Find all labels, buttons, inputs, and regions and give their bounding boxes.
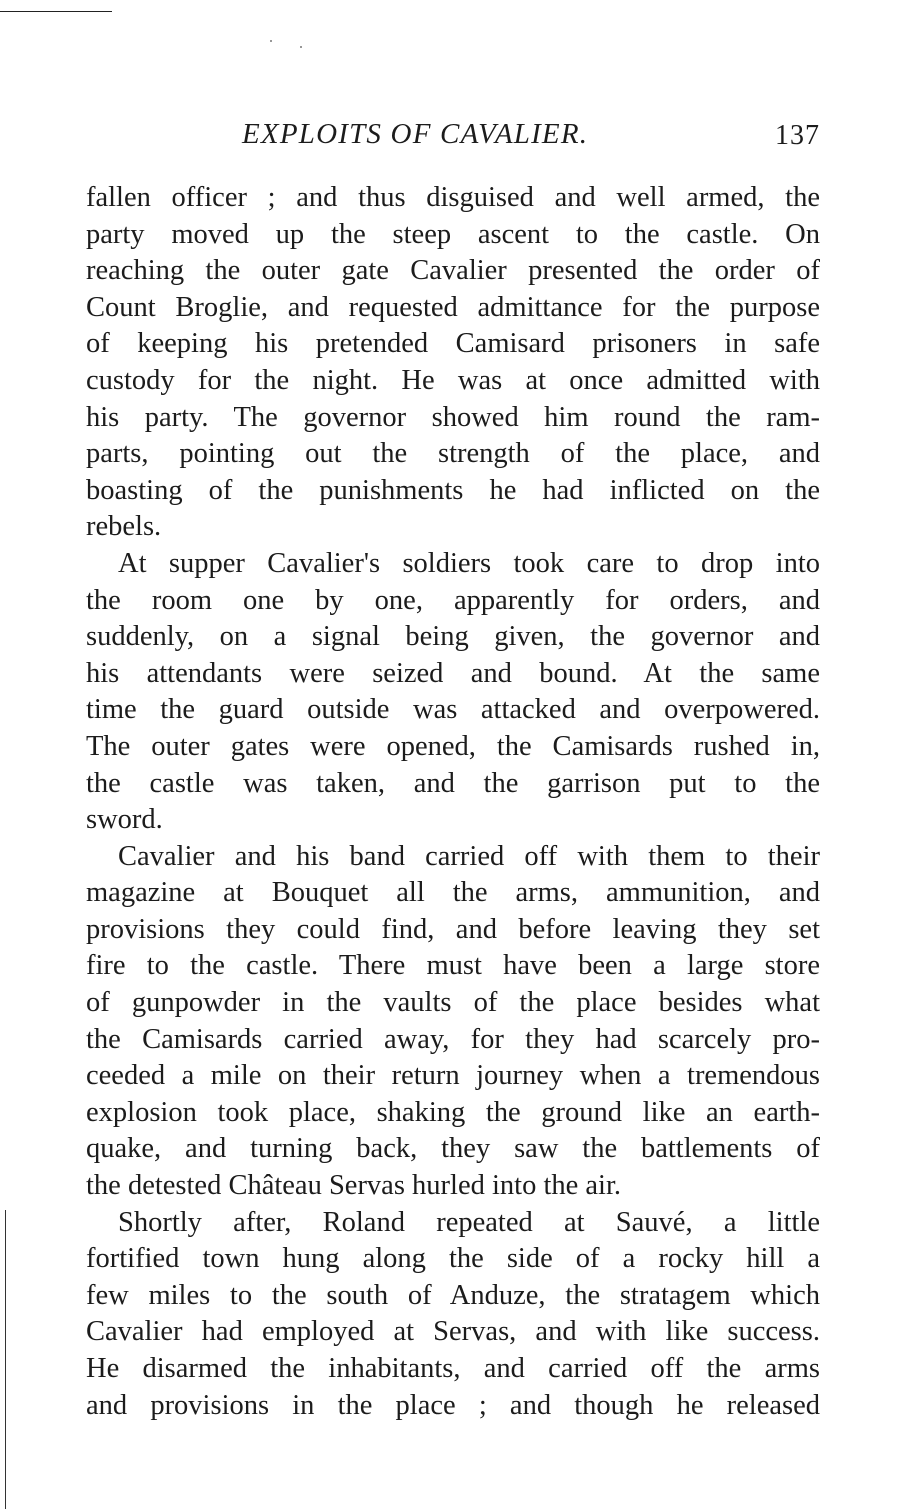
text-line: of gunpowder in the vaults of the place besides what <box>86 987 820 1019</box>
text-line: rebels. <box>86 511 162 543</box>
text-line: quake, and turning back, they saw the battlements of <box>86 1133 820 1165</box>
body-text <box>86 180 820 1424</box>
text-line: Cavalier and his band carried off with them to their <box>118 840 820 872</box>
text-line: boasting of the punishments he had inflicted on the <box>86 474 820 506</box>
text-line: Cavalier had employed at Servas, and with like success. <box>86 1316 820 1348</box>
text-line: the room one by one, apparently for orders, and <box>86 584 820 616</box>
running-head <box>86 112 820 162</box>
text-line: reaching the outer gate Cavalier presented the order of <box>86 255 820 287</box>
text-line: He disarmed the inhabitants, and carried off the arms <box>86 1353 820 1384</box>
paragraph <box>86 546 820 839</box>
text-line: few miles to the south of Anduze, the stratagem which <box>86 1279 820 1311</box>
text-line: Count Broglie, and requested admittance for the purpose <box>86 291 820 323</box>
left-edge-mark <box>5 1210 6 1509</box>
text-line: his party. The governor showed him round the ram- <box>86 401 820 433</box>
top-rule <box>0 11 112 12</box>
text-line: of keeping his pretended Camisard prisoners in safe <box>86 328 820 360</box>
paragraph <box>86 1205 820 1425</box>
text-line: provisions they could find, and before leaving they set <box>86 913 820 945</box>
text-line: custody for the night. He was at once admitted with <box>86 364 820 396</box>
text-line: magazine at Bouquet all the arms, ammunition, and <box>86 877 820 909</box>
paragraph <box>86 180 820 546</box>
text-line: fortified town hung along the side of a rocky hill a <box>86 1243 820 1275</box>
text-line: At supper Cavalier's soldiers took care to drop into <box>118 547 820 579</box>
text-line: explosion took place, shaking the ground like an earth- <box>86 1096 820 1128</box>
text-line: sword. <box>86 804 163 836</box>
text-line: the castle was taken, and the garrison put to the <box>86 767 820 799</box>
text-line: parts, pointing out the strength of the place, and <box>86 438 820 470</box>
text-line: the Camisards carried away, for they had scarcely pro- <box>86 1023 820 1055</box>
text-line: ceeded a mile on their return journey when a tremendous <box>86 1060 820 1092</box>
page-number: 137 <box>775 120 820 151</box>
text-line: fallen officer ; and thus disguised and well armed, the <box>86 182 820 213</box>
text-line: party moved up the steep ascent to the castle. On <box>86 218 820 250</box>
text-line: the detested Château Servas hurled into the air. <box>86 1170 622 1202</box>
text-line: Shortly after, Roland repeated at Sauvé, a little <box>118 1206 820 1238</box>
text-line: suddenly, on a signal being given, the governor and <box>86 621 820 653</box>
text-line: The outer gates were opened, the Camisards rushed in, <box>86 730 820 762</box>
running-head-title: EXPLOITS OF CAVALIER. <box>242 118 589 150</box>
text-line: time the guard outside was attacked and overpowered. <box>86 694 820 726</box>
text-line: fire to the castle. There must have been a large store <box>86 950 820 982</box>
text-line: his attendants were seized and bound. At the same <box>86 657 820 689</box>
text-line: and provisions in the place ; and though he released <box>86 1389 820 1421</box>
paragraph <box>86 839 820 1205</box>
paper-specks <box>270 40 310 50</box>
